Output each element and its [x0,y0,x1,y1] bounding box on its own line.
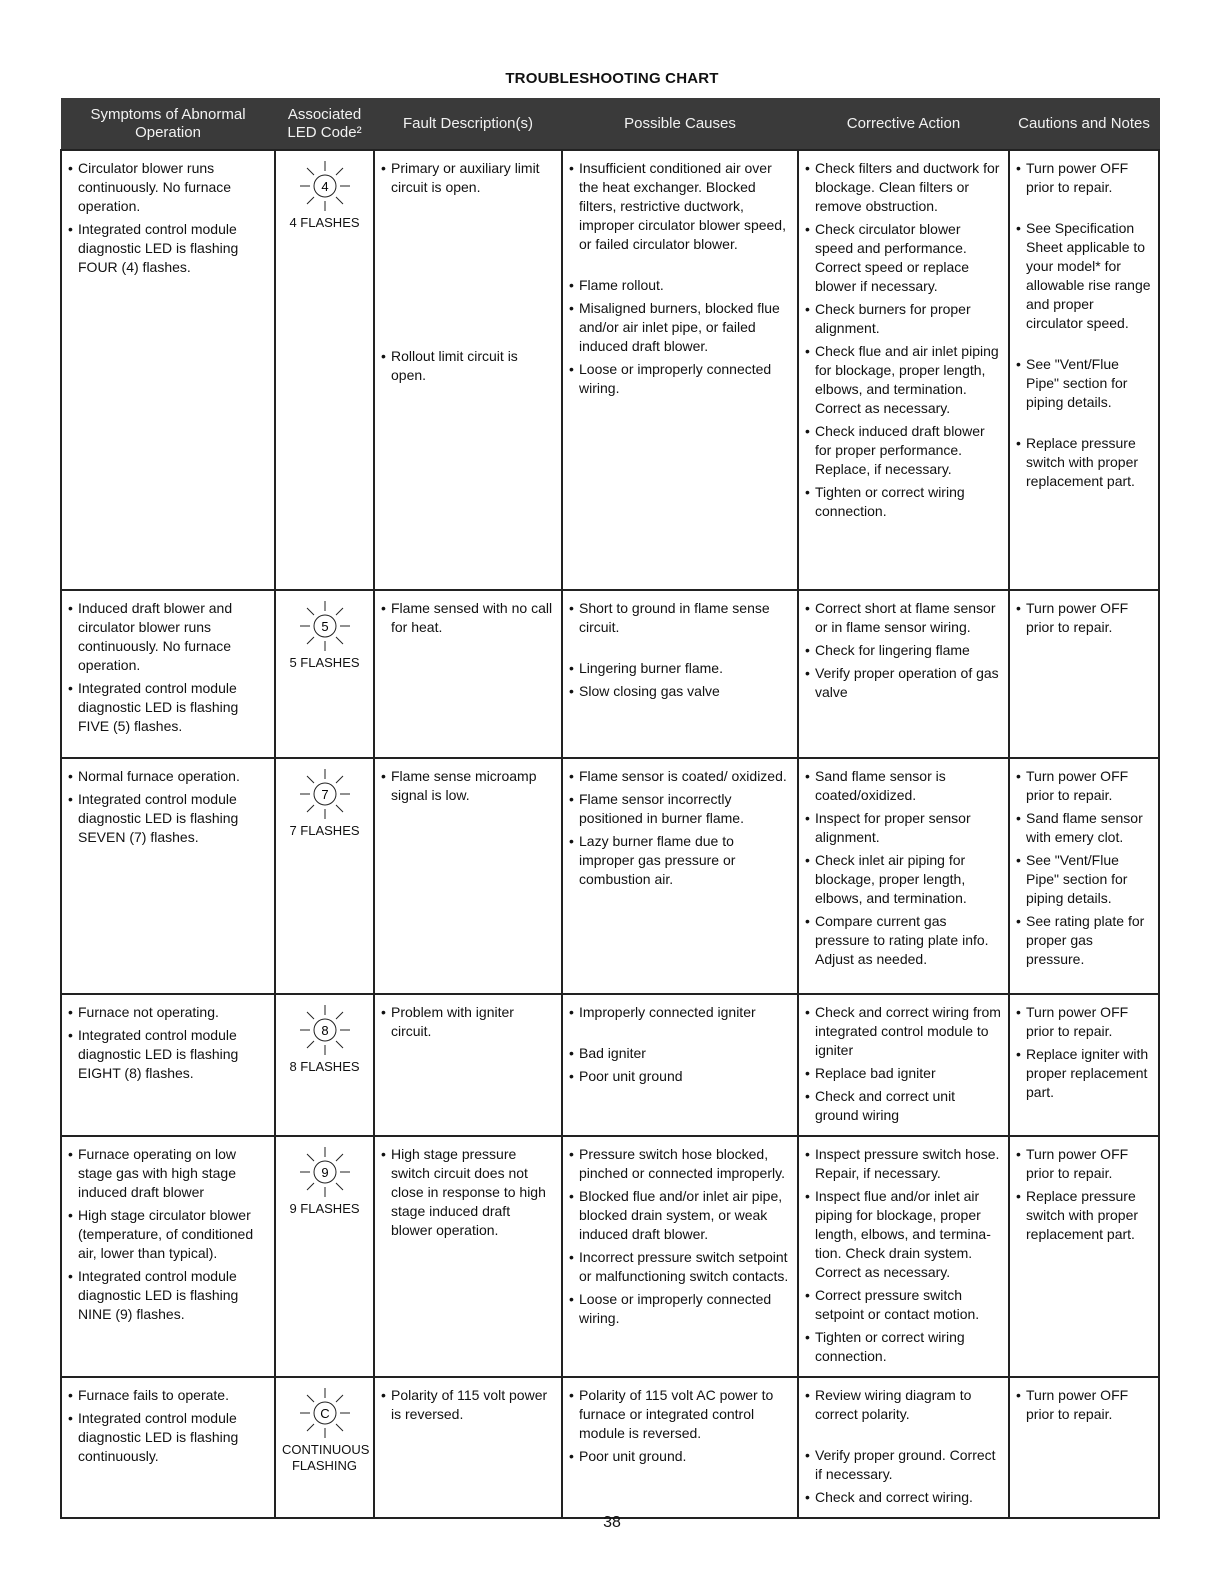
header-symptoms: Symptoms of Abnormal Operation [61,99,275,151]
led-code-cell [275,994,374,1136]
header-possible-causes: Possible Causes [562,99,798,151]
list-item: • Loose or improperly connected wiring. [569,1290,791,1328]
list-item: • High stage circulator blower (temperature, of conditioned air, lower than typical). [68,1206,268,1263]
troubleshooting-table [60,98,1160,1519]
causes-list [569,1386,791,1466]
cautions-list [1016,767,1152,969]
cautions-cell [1009,994,1159,1136]
list-item: • Replace pressure switch with proper replacement part. [1016,434,1152,491]
led-flash-label: CONTINUOUS FLASHING [282,1442,370,1473]
led-flash-icon [298,1145,352,1199]
fault-cell [374,1136,562,1377]
symptoms-cell [61,758,275,994]
list-item: • Verify proper operation of gas valve [805,664,1002,702]
cautions-list [1016,1145,1152,1244]
led-code-cell [275,758,374,994]
list-item: • High stage pressure switch circuit does not close in response to high stage induced draft blower operation. [381,1145,555,1240]
causes-list [569,767,791,889]
list-item: • Problem with igniter circuit. [381,1003,555,1041]
table-row [61,1377,1159,1518]
list-item: • Flame rollout. [569,276,791,295]
list-item: • See rating plate for proper gas pressure. [1016,912,1152,969]
led-code-cell [275,150,374,590]
list-item: • Induced draft blower and circulator blower runs continuously. No furnace operation. [68,599,268,675]
list-item: • Sand flame sensor is coated/oxidized. [805,767,1002,805]
list-item: • Integrated control module diagnostic LED is flashing continuously. [68,1409,268,1466]
list-item: • Replace pressure switch with proper replacement part. [1016,1187,1152,1244]
list-item: • Rollout limit circuit is open. [381,347,555,385]
list-item: • Integrated control module diagnostic LED is flashing NINE (9) flashes. [68,1267,268,1324]
cautions-cell [1009,758,1159,994]
list-item: • Flame sense microamp signal is low. [381,767,555,805]
header-fault-description: Fault Description(s) [374,99,562,151]
list-item: • Lingering burner flame. [569,659,791,678]
led-digit: 7 [320,787,329,802]
list-item: • Turn power OFF prior to repair. [1016,1386,1152,1424]
cautions-cell [1009,590,1159,758]
list-item: • Turn power OFF prior to repair. [1016,159,1152,197]
symptoms-cell [61,994,275,1136]
list-item: • Flame sensor is coated/ oxidized. [569,767,791,786]
action-cell [798,1377,1009,1518]
list-item: • Misaligned burners, blocked flue and/or air inlet pipe, or failed induced draft blower. [569,299,791,356]
symptoms-list [68,1145,268,1324]
symptoms-list [68,1003,268,1083]
led-flash-label: 4 FLASHES [289,215,360,230]
list-item: • Furnace fails to operate. [68,1386,268,1405]
list-item: • Review wiring diagram to correct polarity. [805,1386,1002,1424]
header-cautions-notes: Cautions and Notes [1009,99,1159,151]
list-item: • Inspect flue and/or inlet air piping for blockage, proper length, elbows, and termina- tion. Check drain system. Correct as necessary. [805,1187,1002,1282]
led-code-cell [275,590,374,758]
list-item: • Integrated control module diagnostic LED is flashing EIGHT (8) flashes. [68,1026,268,1083]
led-flash-icon [298,767,352,821]
list-item: • Circulator blower runs continuously. No furnace operation. [68,159,268,216]
action-cell [798,150,1009,590]
causes-cell [562,994,798,1136]
cautions-list [1016,159,1152,491]
list-item: • See "Vent/Flue Pipe" section for piping details. [1016,851,1152,908]
list-item: • Inspect pressure switch hose. Repair, if necessary. [805,1145,1002,1183]
causes-list [569,159,791,398]
led-flash-icon [298,159,352,213]
list-item: • See Specification Sheet applicable to your model* for allowable rise range and proper circulator speed. [1016,219,1152,333]
list-item: • Check for lingering flame [805,641,1002,660]
list-item: • Turn power OFF prior to repair. [1016,767,1152,805]
list-item: • Check and correct wiring. [805,1488,1002,1507]
list-item: • Check circulator blower speed and performance. Correct speed or replace blower if necessary. [805,220,1002,296]
symptoms-cell [61,150,275,590]
list-item: • Check induced draft blower for proper performance. Replace, if necessary. [805,422,1002,479]
led-flash-icon [298,1386,352,1440]
cautions-cell [1009,150,1159,590]
list-item: • Normal furnace operation. [68,767,268,786]
fault-list [381,599,555,637]
action-cell [798,758,1009,994]
causes-list [569,1145,791,1328]
list-item: • Tighten or correct wiring connection. [805,483,1002,521]
list-item: • Turn power OFF prior to repair. [1016,599,1152,637]
led-flash-icon [298,599,352,653]
list-item: • Incorrect pressure switch setpoint or malfunctioning switch contacts. [569,1248,791,1286]
action-cell [798,590,1009,758]
list-item: • Improperly connected igniter [569,1003,791,1022]
fault-list [381,1145,555,1240]
cautions-cell [1009,1377,1159,1518]
table-row [61,150,1159,590]
symptoms-cell [61,1377,275,1518]
list-item: • Sand flame sensor with emery clot. [1016,809,1152,847]
list-item: • Integrated control module diagnostic LED is flashing FOUR (4) flashes. [68,220,268,277]
list-item: • Replace bad igniter [805,1064,1002,1083]
table-row [61,1136,1159,1377]
list-item: • Correct pressure switch setpoint or contact motion. [805,1286,1002,1324]
list-item: • Blocked flue and/or inlet air pipe, blocked drain system, or weak induced draft blower. [569,1187,791,1244]
fault-list [381,1386,555,1424]
symptoms-cell [61,1136,275,1377]
list-item: • Poor unit ground. [569,1447,791,1466]
fault-list [381,767,555,805]
list-item: • Check filters and ductwork for blockage. Clean filters or remove obstruction. [805,159,1002,216]
list-item: • Polarity of 115 volt power is reversed. [381,1386,555,1424]
causes-cell [562,758,798,994]
led-digit: 5 [320,619,329,634]
action-cell [798,994,1009,1136]
led-code-cell [275,1377,374,1518]
fault-list [381,1003,555,1041]
led-flash-label: 8 FLASHES [289,1059,360,1074]
led-flash-label: 5 FLASHES [289,655,360,670]
fault-list [381,159,555,385]
led-digit: C [319,1406,330,1421]
list-item: • Compare current gas pressure to rating plate info. Adjust as needed. [805,912,1002,969]
led-flash-label: 7 FLASHES [289,823,360,838]
causes-cell [562,590,798,758]
list-item: • Check and correct wiring from integrated control module to igniter [805,1003,1002,1060]
list-item: • Turn power OFF prior to repair. [1016,1145,1152,1183]
symptoms-list [68,767,268,847]
list-item: • Flame sensed with no call for heat. [381,599,555,637]
led-flash-label: 9 FLASHES [289,1201,360,1216]
symptoms-list [68,599,268,736]
table-row [61,590,1159,758]
led-flash-icon [298,1003,352,1057]
cautions-list [1016,1003,1152,1102]
list-item: • Pressure switch hose blocked, pinched or connected improperly. [569,1145,791,1183]
action-list [805,1003,1002,1125]
list-item: • Furnace not operating. [68,1003,268,1022]
list-item: • Check and correct unit ground wiring [805,1087,1002,1125]
list-item: • Check flue and air inlet piping for blockage, proper length, elbows, and termination. Correct as necessary. [805,342,1002,418]
list-item: • Short to ground in flame sense circuit. [569,599,791,637]
action-list [805,599,1002,702]
led-code-cell [275,1136,374,1377]
action-cell [798,1136,1009,1377]
list-item: • Tighten or correct wiring connection. [805,1328,1002,1366]
table-row [61,994,1159,1136]
list-item: • Polarity of 115 volt AC power to furnace or integrated control module is reversed. [569,1386,791,1443]
cautions-list [1016,1386,1152,1424]
causes-cell [562,1377,798,1518]
header-led-code: Associated LED Code² [275,99,374,151]
list-item: • Inspect for proper sensor alignment. [805,809,1002,847]
list-item: • Verify proper ground. Correct if necessary. [805,1446,1002,1484]
list-item: • Correct short at flame sensor or in flame sensor wiring. [805,599,1002,637]
causes-list [569,599,791,701]
causes-cell [562,1136,798,1377]
list-item: • See "Vent/Flue Pipe" section for piping details. [1016,355,1152,412]
list-item: • Integrated control module diagnostic LED is flashing FIVE (5) flashes. [68,679,268,736]
led-digit: 9 [320,1165,329,1180]
list-item: • Check inlet air piping for blockage, proper length, elbows, and termination. [805,851,1002,908]
list-item: • Insufficient conditioned air over the heat exchanger. Blocked filters, restrictive ductwork, improper circulator blower speed, or failed circulator blower. [569,159,791,254]
action-list [805,1145,1002,1366]
action-list [805,767,1002,969]
list-item: • Check burners for proper alignment. [805,300,1002,338]
fault-cell [374,758,562,994]
led-digit: 8 [320,1023,329,1038]
list-item: • Bad igniter [569,1044,791,1063]
chart-title: TROUBLESHOOTING CHART [505,70,719,87]
page-number: 38 [603,1514,621,1531]
cautions-cell [1009,1136,1159,1377]
list-item: • Replace igniter with proper replacement part. [1016,1045,1152,1102]
list-item: • Integrated control module diagnostic LED is flashing SEVEN (7) flashes. [68,790,268,847]
causes-list [569,1003,791,1086]
header-corrective-action: Corrective Action [798,99,1009,151]
led-digit: 4 [320,179,329,194]
cautions-list [1016,599,1152,637]
table-header-row [61,99,1159,151]
symptoms-list [68,1386,268,1466]
list-item: • Lazy burner flame due to improper gas pressure or combustion air. [569,832,791,889]
fault-cell [374,1377,562,1518]
list-item: • Primary or auxiliary limit circuit is open. [381,159,555,197]
action-list [805,159,1002,521]
fault-cell [374,994,562,1136]
fault-cell [374,150,562,590]
symptoms-cell [61,590,275,758]
fault-cell [374,590,562,758]
list-item: • Loose or improperly connected wiring. [569,360,791,398]
list-item: • Flame sensor incorrectly positioned in burner flame. [569,790,791,828]
list-item: • Poor unit ground [569,1067,791,1086]
list-item: • Turn power OFF prior to repair. [1016,1003,1152,1041]
list-item: • Furnace operating on low stage gas with high stage induced draft blower [68,1145,268,1202]
causes-cell [562,150,798,590]
symptoms-list [68,159,268,277]
table-row [61,758,1159,994]
list-item: • Slow closing gas valve [569,682,791,701]
action-list [805,1386,1002,1507]
